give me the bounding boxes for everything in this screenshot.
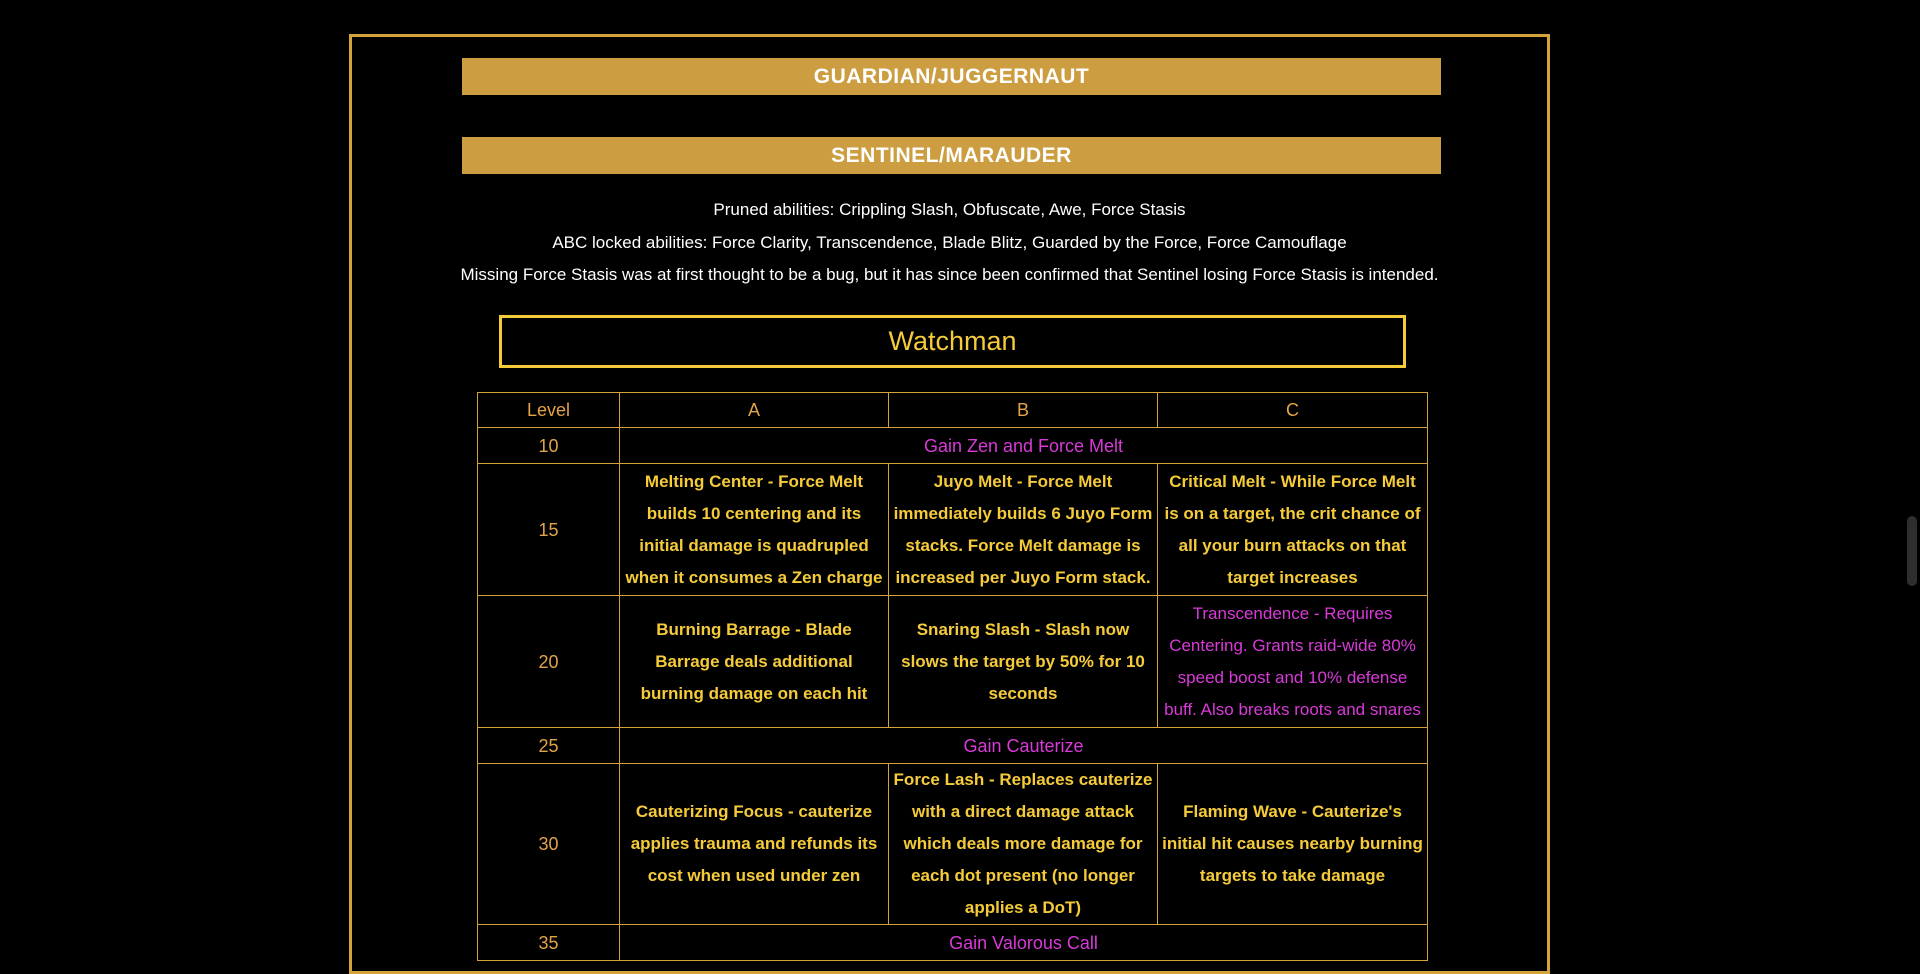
talent-cell-b: Snaring Slash - Slash now slows the target by 50% for 10 seconds <box>889 596 1158 728</box>
scrollbar-thumb[interactable] <box>1907 516 1917 586</box>
table-row <box>478 596 1428 728</box>
level-cell: 20 <box>478 596 620 728</box>
guardian-juggernaut-banner[interactable]: GUARDIAN/JUGGERNAUT <box>462 58 1441 95</box>
header-b: B <box>889 393 1158 428</box>
table-row <box>478 464 1428 596</box>
talent-cell-c: Critical Melt - While Force Melt is on a target, the crit chance of all your burn attacks on that target increases <box>1158 464 1428 596</box>
gain-cell: Gain Valorous Call <box>620 925 1428 961</box>
talent-table <box>477 392 1428 961</box>
table-row <box>478 428 1428 464</box>
talent-cell-a: Melting Center - Force Melt builds 10 centering and its initial damage is quadrupled when it consumes a Zen charge <box>620 464 889 596</box>
level-cell: 35 <box>478 925 620 961</box>
talent-cell-c: Transcendence - Requires Centering. Grants raid-wide 80% speed boost and 10% defense buff. Also breaks roots and snares <box>1158 596 1428 728</box>
abc-locked-abilities-text: ABC locked abilities: Force Clarity, Transcendence, Blade Blitz, Guarded by the Force, Force Camouflage <box>552 233 1347 252</box>
table-header-row <box>478 393 1428 428</box>
level-cell: 15 <box>478 464 620 596</box>
talent-cell-b: Force Lash - Replaces cauterize with a direct damage attack which deals more damage for each dot present (no longer applies a DoT) <box>889 764 1158 925</box>
gain-cell: Gain Zen and Force Melt <box>620 428 1428 464</box>
header-a: A <box>620 393 889 428</box>
table-row <box>478 764 1428 925</box>
level-cell: 10 <box>478 428 620 464</box>
gain-cell: Gain Cauterize <box>620 728 1428 764</box>
pruned-abilities-text: Pruned abilities: Crippling Slash, Obfuscate, Awe, Force Stasis <box>713 200 1186 219</box>
level-cell: 25 <box>478 728 620 764</box>
sentinel-marauder-banner[interactable]: SENTINEL/MARAUDER <box>462 137 1441 174</box>
table-row <box>478 925 1428 961</box>
talent-cell-b: Juyo Melt - Force Melt immediately builds 6 Juyo Form stacks. Force Melt damage is increased per Juyo Form stack. <box>889 464 1158 596</box>
page-scrollbar[interactable] <box>1903 0 1920 937</box>
force-stasis-note: Missing Force Stasis was at first thought to be a bug, but it has since been confirmed that Sentinel losing Force Stasis is intended. <box>460 265 1439 284</box>
level-cell: 30 <box>478 764 620 925</box>
talent-cell-a: Burning Barrage - Blade Barrage deals additional burning damage on each hit <box>620 596 889 728</box>
talent-cell-c: Flaming Wave - Cauterize's initial hit causes nearby burning targets to take damage <box>1158 764 1428 925</box>
talent-cell-a: Cauterizing Focus - cauterize applies trauma and refunds its cost when used under zen <box>620 764 889 925</box>
header-level: Level <box>478 393 620 428</box>
header-c: C <box>1158 393 1428 428</box>
spec-title-watchman: Watchman <box>499 315 1406 368</box>
table-row <box>478 728 1428 764</box>
